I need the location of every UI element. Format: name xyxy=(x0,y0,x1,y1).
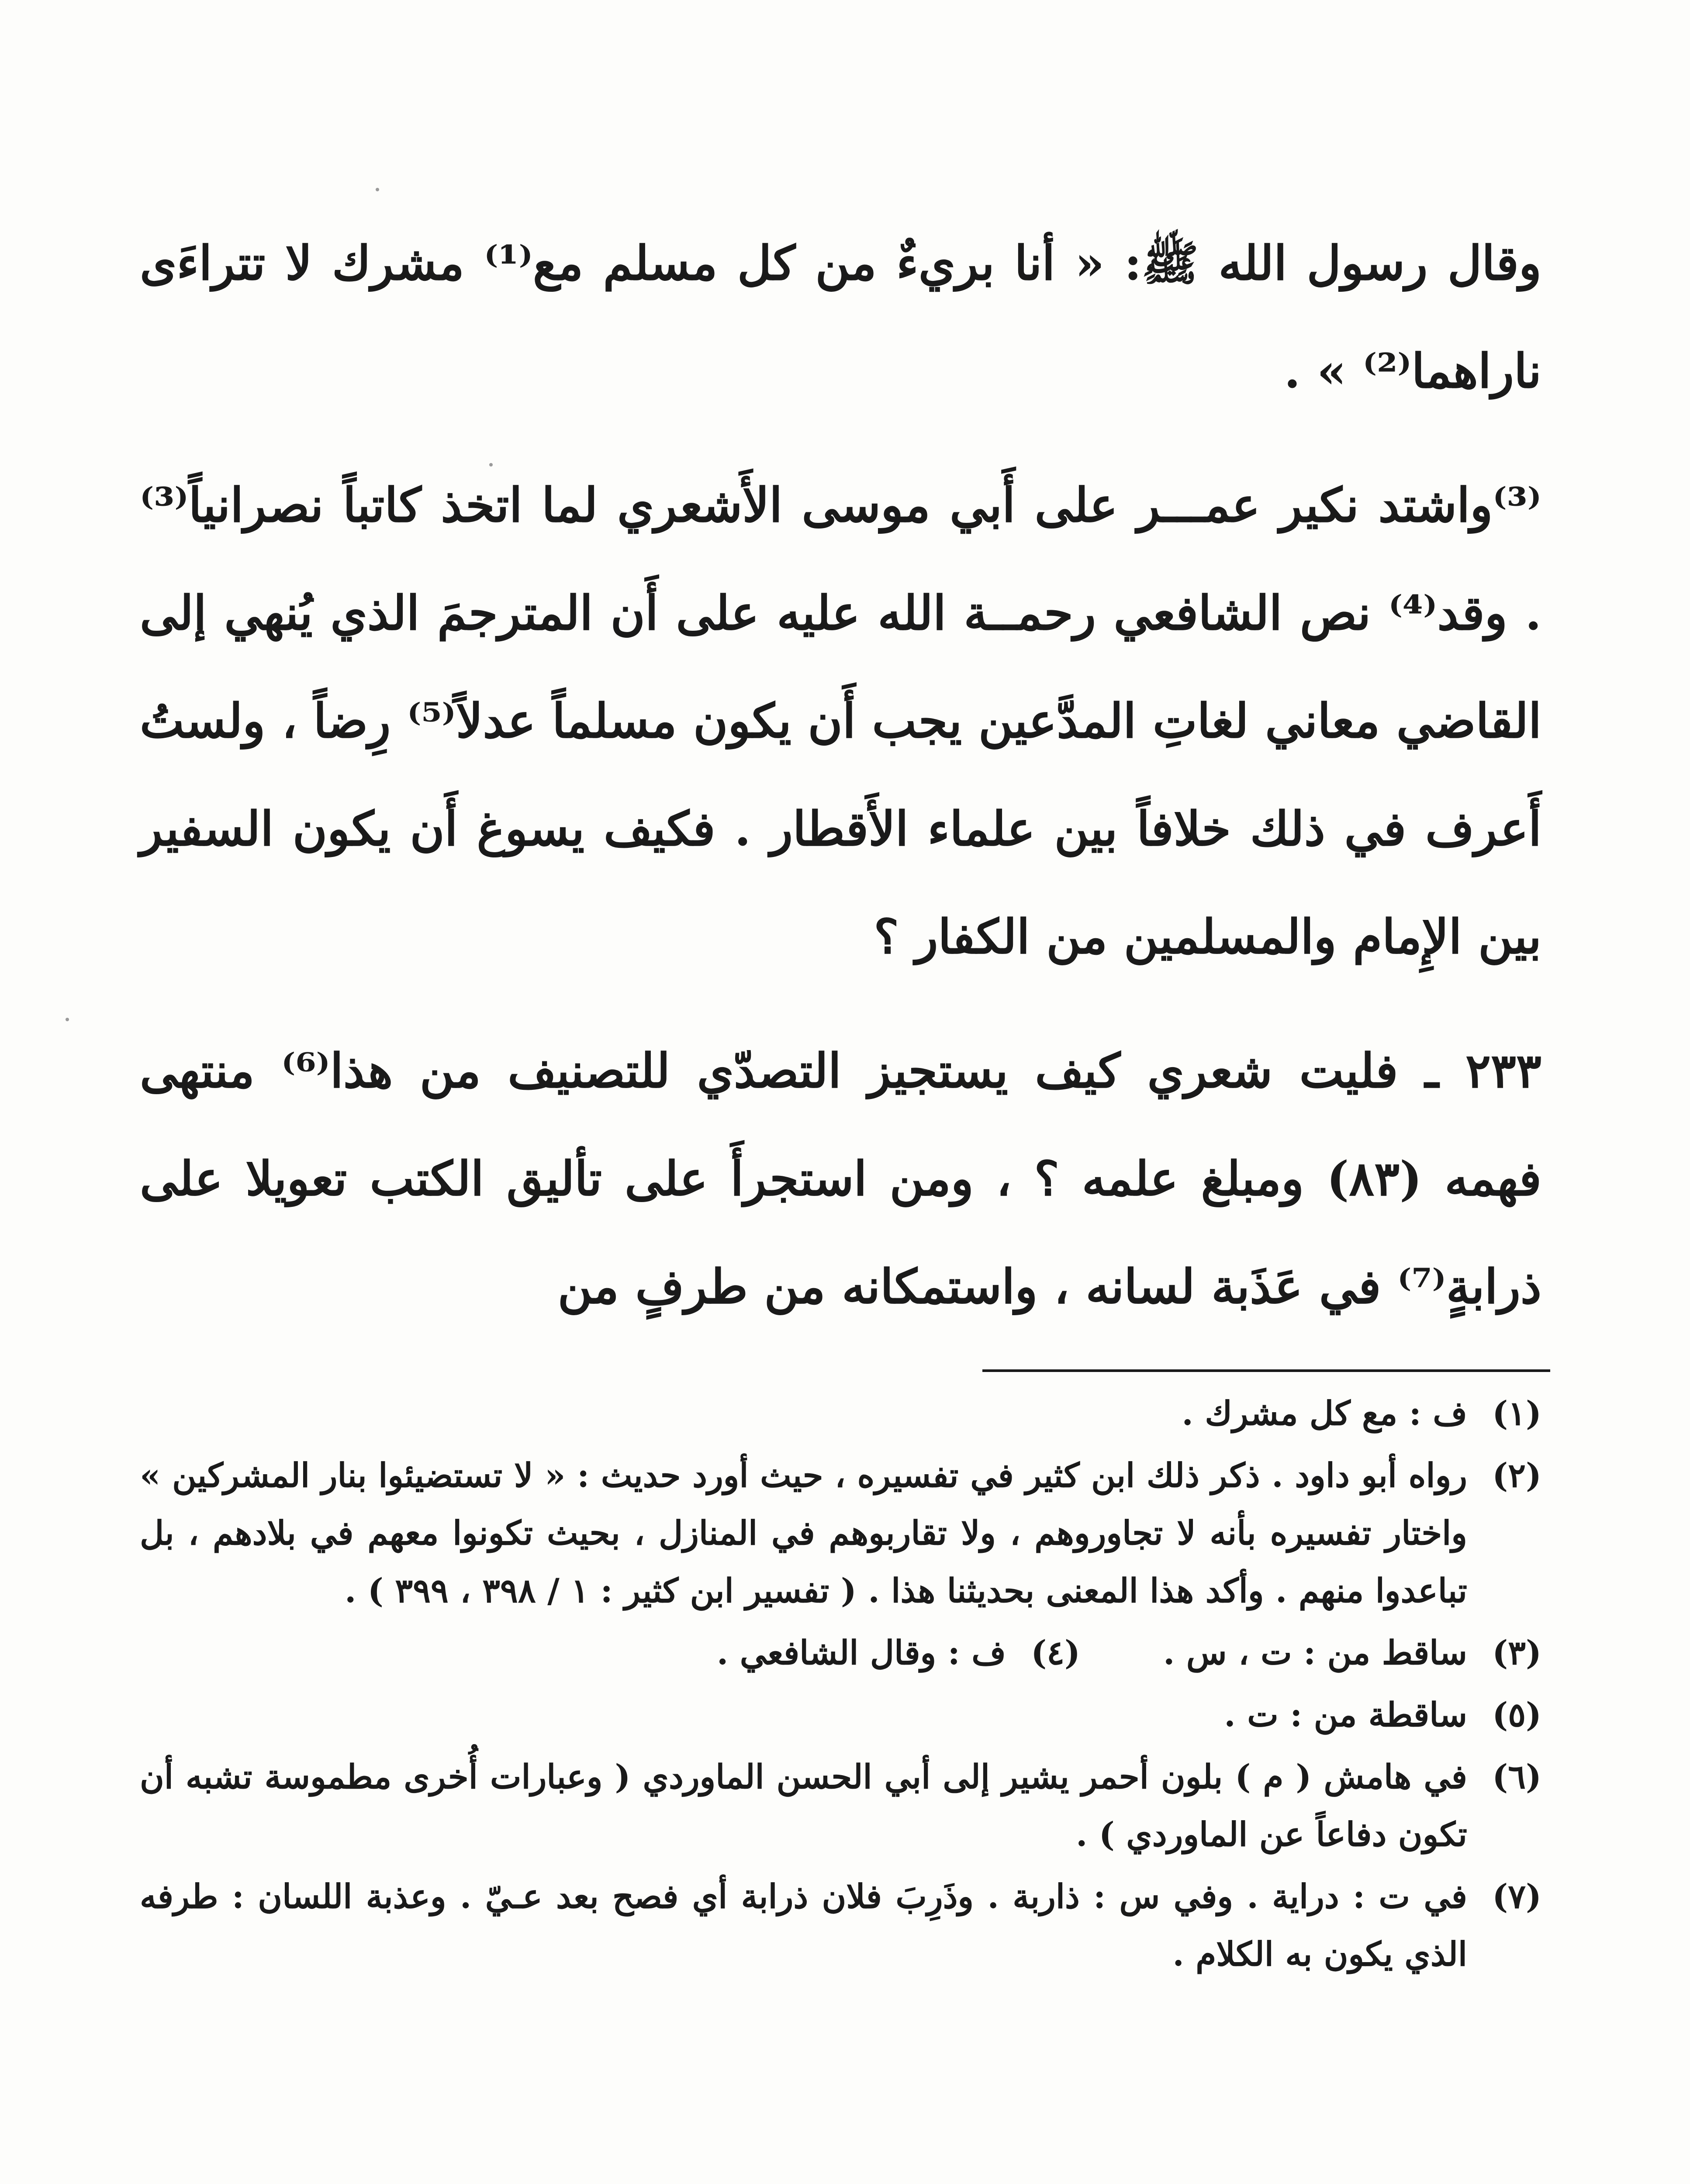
footnote-7 xyxy=(140,1868,1541,1983)
footnote-text: ف : وقال الشافعي . xyxy=(716,1633,1006,1672)
footnote-5 xyxy=(140,1686,1541,1744)
footnote-separator xyxy=(982,1369,1550,1372)
paragraph-shafii: ⁽³⁾واشتد نكير عمـــر على أَبي موسى الأَشعري لما اتخذ كاتباً نصرانياً⁽³⁾ . وقد⁽⁴⁾ نص الشافعي رحمــة الله عليه على أَن المترجمَ الذي يُنهي إلى القاضي معاني لغاتِ المدَّعين يجب أَن يكون مسلماً عدلاً⁽⁵⁾ رِضاً ، ولستُ أَعرف في ذلك خلافاً بين علماء الأَقطار . فكيف يسوغ أَن يكون السفير بين الإِمام والمسلمين من الكفار ؟ xyxy=(140,478,1542,964)
footnote-6 xyxy=(140,1748,1541,1863)
footnotes xyxy=(140,1385,1541,1987)
footnote-text: رواه أبو داود . ذكر ذلك ابن كثير في تفسيره ، حيث أورد حديث : « لا تستضيئوا بنار المشركين » واختار تفسيره بأنه لا تجاوروهم ، ولا تقاربوهم في المنازل ، بحيث تكونوا معهم في بلادهم ، بل تباعدوا منهم . وأكد هذا المعنى بحديثنا هذا . ( تفسير ابن كثير : ١ / ٣٩٨ ، ٣٩٩ ) . xyxy=(140,1456,1467,1610)
scan-speck xyxy=(66,1018,69,1021)
scan-speck xyxy=(489,463,493,467)
footnote-text: ف : مع كل مشرك . xyxy=(1182,1394,1467,1433)
paragraph-233: ٢٣٣ ـ فليت شعري كيف يستجيز التصدّي للتصنيف من هذا⁽⁶⁾ منتهى فهمه (٨٣) ومبلغ علمه ؟ ، ومن استجرأَ على تأليق الكتب تعويلا على ذرابةٍ⁽⁷⁾ في عَذَبة لسانه ، واستمكانه من طرفٍ من xyxy=(140,1044,1541,1314)
scan-speck xyxy=(376,188,379,191)
footnote-text: ساقط من : ت ، س . xyxy=(1163,1633,1467,1672)
footnote-1 xyxy=(140,1385,1541,1442)
main-text xyxy=(140,210,1541,1341)
footnote-number: (٣) xyxy=(1492,1633,1541,1672)
footnote-text: في هامش ( م ) بلون أحمر يشير إلى أبي الحسن الماوردي ( وعبارات أُخرى مطموسة تشبه أن تكون دفاعاً عن الماوردي ) . xyxy=(140,1757,1467,1854)
footnote-2 xyxy=(140,1447,1541,1620)
footnote-row-3-4 xyxy=(140,1624,1541,1682)
footnote-4 xyxy=(717,1624,1080,1682)
footnote-number: (٤) xyxy=(1031,1633,1080,1672)
footnote-3 xyxy=(1163,1624,1541,1682)
footnote-text: ساقطة من : ت . xyxy=(1224,1695,1467,1734)
footnote-number: (٦) xyxy=(1492,1757,1541,1796)
paragraph-hadith: وقال رسول الله ﷺ: « أنا بريءٌ من كل مسلم مع⁽¹⁾ مشرك لا تتراءَى ناراهما⁽²⁾ » . xyxy=(140,236,1541,399)
footnote-number: (٢) xyxy=(1492,1456,1541,1495)
footnote-number: (١) xyxy=(1492,1394,1541,1433)
footnote-number: (٥) xyxy=(1492,1695,1541,1734)
footnote-number: (٧) xyxy=(1492,1877,1541,1916)
footnote-text: في ت : دراية . وفي س : ذاربة . وذَرِبَ فلان ذرابة أي فصح بعد عـيّ . وعذبة اللسان : طرفه الذي يكون به الكلام . xyxy=(140,1877,1467,1973)
